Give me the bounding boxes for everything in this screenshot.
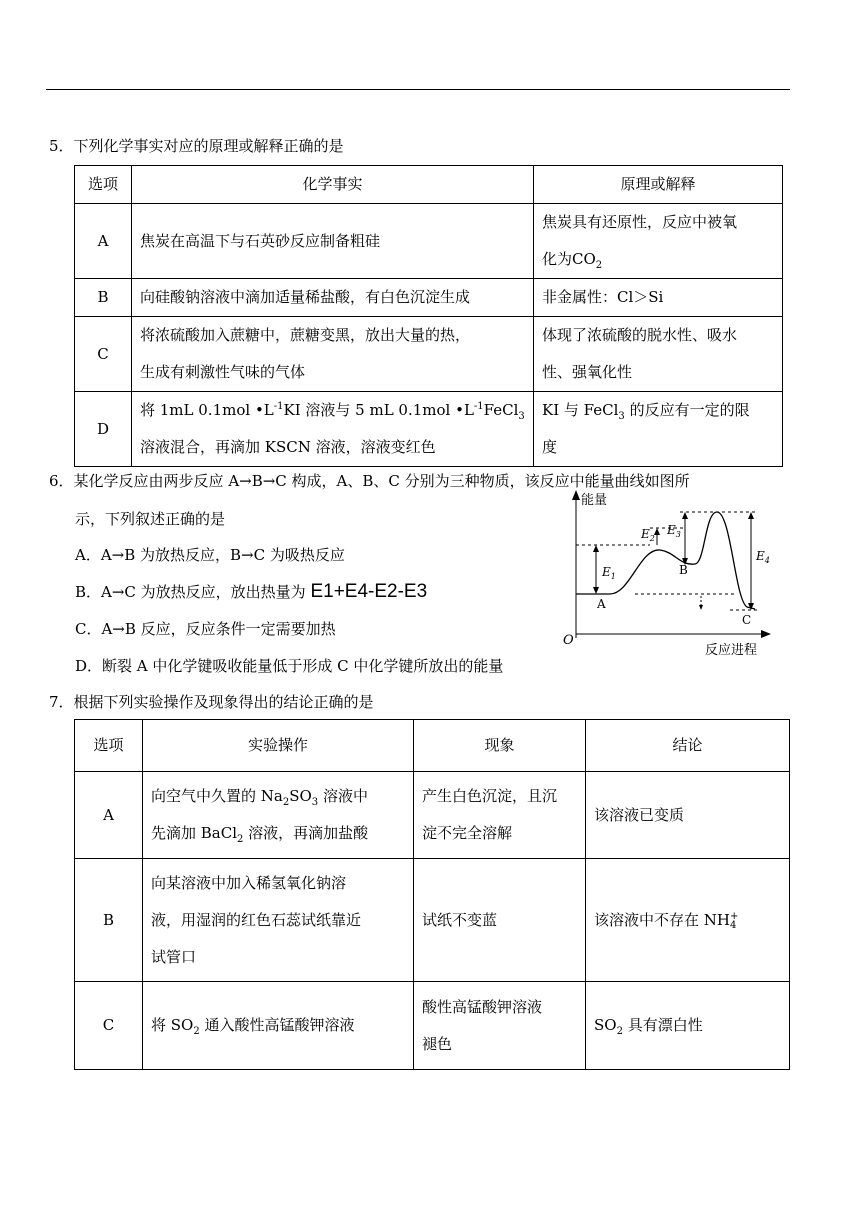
row-explanation: 体现了浓硫酸的脱水性、吸水 性、强氧化性 [534, 317, 783, 392]
table-header-row [75, 720, 790, 772]
row-operation: 将 $SO_2$ 通入酸性高锰酸钾溶液 [143, 982, 414, 1070]
row-explanation: 非金属性：Cl＞Si [534, 279, 783, 317]
table-row [75, 859, 790, 982]
row-option: A [75, 204, 132, 279]
label-e4: $E_4$ [756, 549, 770, 565]
row-fact: 将 1mL 0.1mol $•L^{-1}KI$ 溶液与 5 mL 0.1mol $•L^{-1}FeCl_3$ 溶液混合，再滴加 KSCN 溶液，溶液变红色 [132, 392, 534, 467]
delta-arrow-head [699, 605, 703, 610]
row-option: B [75, 859, 143, 982]
q5-stem: 5．下列化学事实对应的原理或解释正确的是 [49, 137, 344, 155]
row-phenomenon: 产生白色沉淀，且沉 淀不完全溶解 [414, 772, 586, 859]
row-conclusion: 该溶液中不存在 NH + 4 [586, 859, 790, 982]
row-fact: 向硅酸钠溶液中滴加适量稀盐酸，有白色沉淀生成 [132, 279, 534, 317]
label-e2: $E_2$ [641, 527, 655, 543]
row-fact: 焦炭在高温下与石英砂反应制备粗硅 [132, 204, 534, 279]
y-axis-arrow [572, 490, 580, 500]
q6-option-b: B．A→C 为放热反应，放出热量为 E1+E4-E2-E3 [75, 581, 428, 602]
header-option: 选项 [75, 166, 132, 204]
row-operation: 向空气中久置的 $Na_2SO_3$ 溶液中 先滴加 BaCl$_2$ 溶液，再滴加盐酸 [143, 772, 414, 859]
q5-table [74, 165, 783, 467]
table-row [75, 982, 790, 1070]
row-option: D [75, 392, 132, 467]
header-fact: 化学事实 [132, 166, 534, 204]
label-b: B [679, 563, 688, 577]
row-option: C [75, 982, 143, 1070]
label-e3: $E_3$ [667, 523, 681, 539]
header-explanation: 原理或解释 [534, 166, 783, 204]
header-conclusion: 结论 [586, 720, 790, 772]
table-header-row [75, 166, 783, 204]
table-row [75, 392, 783, 467]
header-option: 选项 [75, 720, 143, 772]
e4-arrow-tail [748, 512, 754, 519]
x-axis-label: 反应进程 [705, 643, 758, 658]
row-conclusion: 该溶液已变质 [586, 772, 790, 859]
q6-option-a: A．A→B 为放热反应，B→C 为吸热反应 [75, 546, 345, 564]
row-explanation: 焦炭具有还原性，反应中被氧 化为$CO_2$ [534, 204, 783, 279]
q6-stem-line2: 示，下列叙述正确的是 [75, 510, 226, 528]
table-row [75, 279, 783, 317]
label-e1: $E_1$ [602, 565, 616, 581]
x-axis-arrow [761, 630, 771, 638]
q7-table [74, 719, 790, 1070]
q7-stem: 7．根据下列实验操作及现象得出的结论正确的是 [49, 693, 374, 711]
row-phenomenon: 试纸不变蓝 [414, 859, 586, 982]
q6-option-d: D．断裂 A 中化学键吸收能量低于形成 C 中化学键所放出的能量 [75, 657, 504, 675]
label-a: A [597, 597, 606, 611]
row-fact: 将浓硫酸加入蔗糖中，蔗糖变黑，放出大量的热， 生成有刺激性气味的气体 [132, 317, 534, 392]
e2-arrow-head [654, 528, 660, 535]
table-row [75, 204, 783, 279]
q6-option-c: C．A→B 反应，反应条件一定需要加热 [75, 620, 336, 638]
row-operation: 向某溶液中加入稀氢氧化钠溶 液，用湿润的红色石蕊试纸靠近 试管口 [143, 859, 414, 982]
row-option: C [75, 317, 132, 392]
table-row [75, 317, 783, 392]
q6-stem-line1: 6．某化学反应由两步反应 A→B→C 构成，A、B、C 分别为三种物质，该反应中能量曲线如图所 [49, 472, 690, 490]
y-axis-label: 能量 [581, 493, 608, 508]
e1-arrow-tail [593, 587, 599, 594]
row-option: B [75, 279, 132, 317]
origin-label: O [563, 633, 574, 648]
label-c: C [742, 613, 752, 627]
header-rule [46, 89, 790, 90]
table-row [75, 772, 790, 859]
row-explanation: KI 与 FeCl$_3$ 的反应有一定的限 度 [534, 392, 783, 467]
header-phenomenon: 现象 [414, 720, 586, 772]
header-operation: 实验操作 [143, 720, 414, 772]
row-option: A [75, 772, 143, 859]
row-conclusion: $SO_2$ 具有漂白性 [586, 982, 790, 1070]
row-phenomenon: 酸性高锰酸钾溶液 褪色 [414, 982, 586, 1070]
energy-diagram [555, 488, 780, 660]
e3-arrow-head [682, 512, 688, 519]
e1-arrow-head [593, 545, 599, 552]
